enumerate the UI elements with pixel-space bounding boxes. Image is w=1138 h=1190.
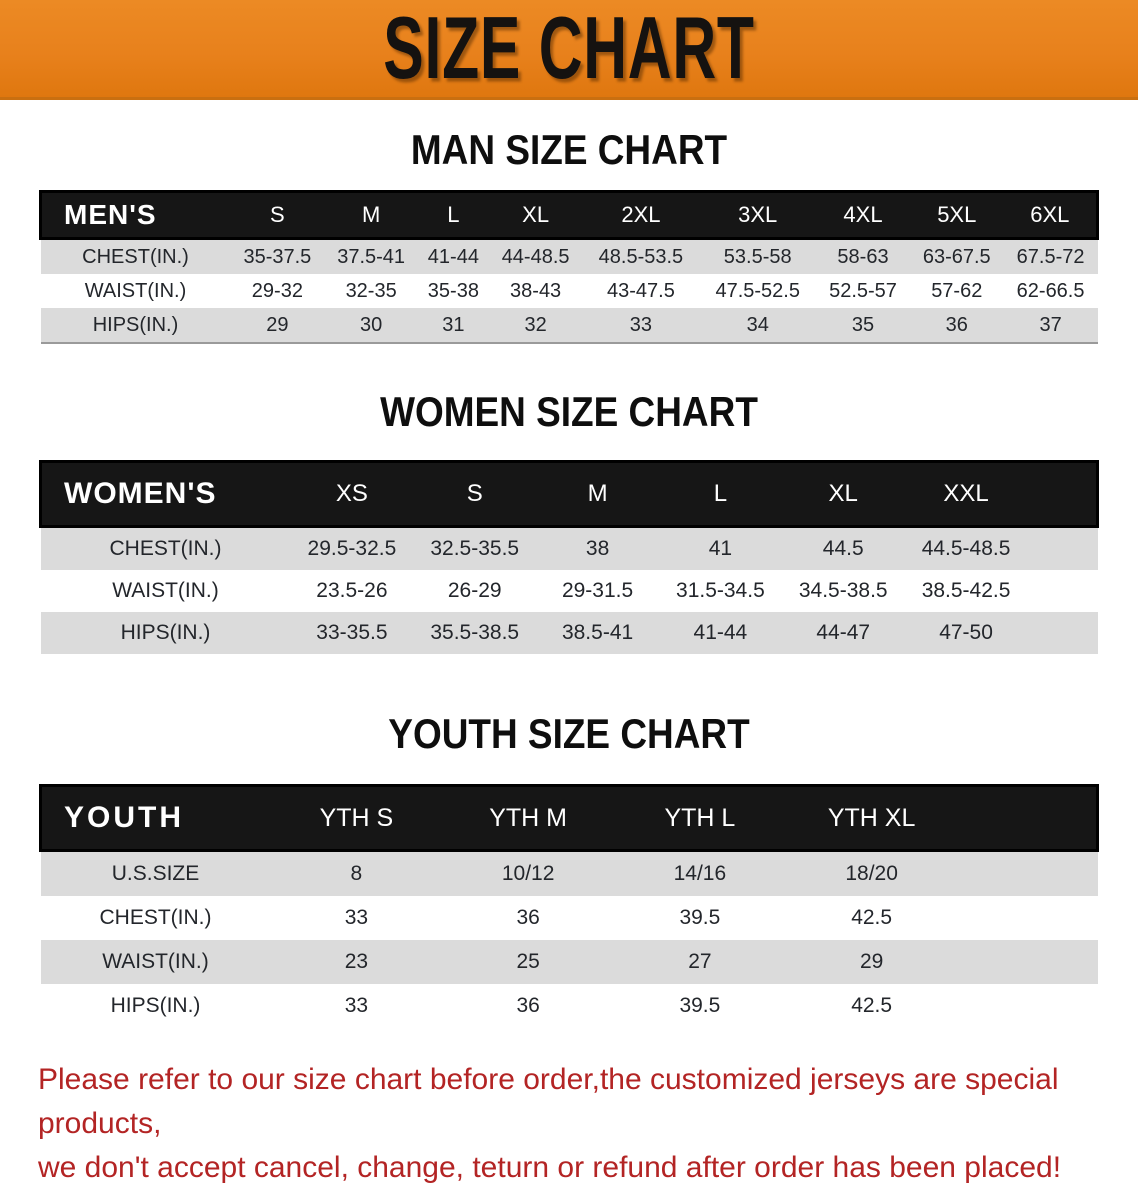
size-cell: 44-48.5 bbox=[501, 245, 570, 268]
size-cell: 44.5-48.5 bbox=[921, 537, 1011, 560]
size-column-header: S bbox=[466, 480, 483, 507]
size-cell: 33 bbox=[629, 313, 653, 336]
measurement-row bbox=[41, 308, 1098, 343]
size-cell: 38.5-41 bbox=[561, 621, 634, 644]
size-cell: 29-32 bbox=[251, 279, 303, 302]
measurement-row bbox=[41, 984, 1098, 1028]
size-cell: 33-35.5 bbox=[316, 621, 388, 644]
men-size-table bbox=[39, 190, 1099, 344]
size-cell: 14/16 bbox=[673, 862, 727, 885]
size-column-header: L bbox=[447, 202, 460, 227]
size-cell: 42.5 bbox=[851, 994, 893, 1017]
size-cell: 41 bbox=[708, 537, 733, 560]
filler-cell bbox=[958, 984, 1098, 1028]
size-cell: 36 bbox=[516, 994, 540, 1017]
size-cell: 23.5-26 bbox=[316, 579, 388, 602]
size-column-header: M bbox=[587, 480, 608, 507]
size-column-header: XS bbox=[335, 480, 368, 507]
size-cell: 29 bbox=[859, 950, 884, 973]
size-cell: 57-62 bbox=[931, 279, 983, 302]
size-cell: 63-67.5 bbox=[922, 245, 991, 268]
size-cell: 29 bbox=[266, 313, 289, 336]
filler-cell bbox=[958, 851, 1098, 897]
row-label: WAIST(IN.) bbox=[84, 279, 187, 302]
size-cell: 34.5-38.5 bbox=[798, 579, 888, 602]
size-cell: 33 bbox=[344, 994, 369, 1017]
size-header-row bbox=[41, 462, 1098, 527]
note-line-1: Please refer to our size chart before order,the customized jerseys are special products, bbox=[38, 1063, 1059, 1140]
measurement-row bbox=[41, 612, 1098, 654]
size-cell: 25 bbox=[516, 950, 540, 973]
size-cell: 35.5-38.5 bbox=[430, 621, 520, 644]
size-cell: 44.5 bbox=[822, 537, 864, 560]
row-label: WAIST(IN.) bbox=[112, 579, 219, 602]
size-column-header: S bbox=[270, 202, 285, 227]
size-cell: 42.5 bbox=[851, 906, 893, 929]
banner-title: SIZE CHART bbox=[383, 0, 755, 98]
size-cell: 58-63 bbox=[837, 245, 889, 268]
size-cell: 41-44 bbox=[427, 245, 479, 268]
size-header-row bbox=[41, 786, 1098, 851]
measurement-row bbox=[41, 896, 1098, 940]
size-cell: 47.5-52.5 bbox=[715, 279, 800, 302]
size-cell: 41-44 bbox=[693, 621, 748, 644]
youth-size-section bbox=[0, 710, 1138, 1028]
filler-cell bbox=[1028, 527, 1098, 571]
size-cell: 44-47 bbox=[816, 621, 871, 644]
men-section-heading: MAN SIZE CHART bbox=[410, 126, 728, 173]
size-cell: 39.5 bbox=[679, 994, 721, 1017]
size-cell: 32-35 bbox=[345, 279, 397, 302]
size-column-header: YTH XL bbox=[827, 803, 916, 832]
size-cell: 32 bbox=[524, 313, 547, 336]
filler-cell bbox=[1028, 570, 1098, 612]
youth-section-heading: YOUTH SIZE CHART bbox=[388, 710, 750, 757]
filler-cell bbox=[1028, 612, 1098, 654]
table-corner-label: WOMEN'S bbox=[64, 477, 217, 510]
size-column-header: XL bbox=[522, 202, 550, 227]
size-column-header: 5XL bbox=[937, 202, 977, 227]
row-label: HIPS(IN.) bbox=[120, 621, 211, 644]
size-cell: 39.5 bbox=[679, 906, 721, 929]
size-column-header: 6XL bbox=[1030, 202, 1070, 227]
size-column-header: XL bbox=[828, 480, 858, 507]
size-cell: 47-50 bbox=[939, 621, 993, 644]
size-cell: 34 bbox=[746, 313, 769, 336]
size-cell: 52.5-57 bbox=[829, 279, 897, 302]
measurement-row bbox=[41, 239, 1098, 275]
size-cell: 29-31.5 bbox=[561, 579, 634, 602]
filler-cell bbox=[958, 786, 1098, 851]
filler-cell bbox=[958, 896, 1098, 940]
measurement-row bbox=[41, 274, 1098, 308]
table-corner-label: MEN'S bbox=[64, 199, 157, 230]
size-cell: 67.5-72 bbox=[1016, 245, 1085, 268]
row-label: WAIST(IN.) bbox=[102, 950, 209, 973]
size-column-header: YTH M bbox=[489, 803, 568, 832]
size-cell: 18/20 bbox=[845, 862, 898, 885]
size-cell: 10/12 bbox=[501, 862, 555, 885]
size-column-header: 3XL bbox=[738, 202, 778, 227]
size-column-header: XXL bbox=[943, 480, 989, 507]
youth-size-table bbox=[39, 784, 1099, 1028]
order-disclaimer-note bbox=[0, 1058, 1138, 1190]
size-cell: 38 bbox=[585, 537, 610, 560]
measurement-row bbox=[41, 527, 1098, 571]
size-cell: 38-43 bbox=[510, 279, 562, 302]
size-cell: 8 bbox=[350, 862, 363, 885]
table-corner-label: YOUTH bbox=[64, 801, 184, 834]
row-label: CHEST(IN.) bbox=[109, 537, 222, 560]
size-cell: 29.5-32.5 bbox=[307, 537, 397, 560]
size-header-row bbox=[41, 192, 1098, 239]
size-cell: 53.5-58 bbox=[723, 245, 792, 268]
measurement-row bbox=[41, 851, 1098, 897]
size-cell: 23 bbox=[344, 950, 369, 973]
row-label: HIPS(IN.) bbox=[92, 313, 179, 336]
size-cell: 37.5-41 bbox=[337, 245, 406, 268]
size-cell: 32.5-35.5 bbox=[430, 537, 520, 560]
size-cell: 35 bbox=[851, 313, 875, 336]
size-column-header: 4XL bbox=[843, 202, 883, 227]
size-column-header: M bbox=[361, 202, 381, 227]
women-size-section bbox=[0, 388, 1138, 654]
size-column-header: 2XL bbox=[621, 202, 661, 227]
filler-cell bbox=[958, 940, 1098, 984]
size-cell: 62-66.5 bbox=[1016, 279, 1085, 302]
row-label: HIPS(IN.) bbox=[110, 994, 201, 1017]
row-label: CHEST(IN.) bbox=[99, 906, 212, 929]
note-line-2: we don't accept cancel, change, teturn or refund after order has been placed! bbox=[38, 1151, 1062, 1184]
size-cell: 26-29 bbox=[447, 579, 502, 602]
size-cell: 36 bbox=[516, 906, 540, 929]
size-column-header: YTH L bbox=[664, 803, 736, 832]
size-cell: 27 bbox=[688, 950, 712, 973]
size-cell: 33 bbox=[344, 906, 369, 929]
row-label: U.S.SIZE bbox=[111, 862, 200, 885]
size-cell: 31 bbox=[442, 313, 465, 336]
size-column-header: YTH S bbox=[319, 803, 394, 832]
size-cell: 35-37.5 bbox=[243, 245, 312, 268]
size-cell: 35-38 bbox=[427, 279, 479, 302]
size-cell: 38.5-42.5 bbox=[921, 579, 1011, 602]
size-cell: 30 bbox=[360, 313, 383, 336]
women-size-table bbox=[39, 460, 1099, 654]
measurement-row bbox=[41, 570, 1098, 612]
men-size-section bbox=[0, 126, 1138, 344]
size-cell: 48.5-53.5 bbox=[598, 245, 684, 268]
size-cell: 31.5-34.5 bbox=[676, 579, 765, 602]
size-chart-banner bbox=[0, 0, 1138, 100]
size-column-header: L bbox=[713, 480, 728, 507]
size-cell: 43-47.5 bbox=[606, 279, 675, 302]
women-section-heading: WOMEN SIZE CHART bbox=[380, 388, 758, 435]
filler-cell bbox=[1028, 462, 1098, 527]
measurement-row bbox=[41, 940, 1098, 984]
size-cell: 37 bbox=[1039, 313, 1062, 336]
row-label: CHEST(IN.) bbox=[82, 245, 189, 268]
size-cell: 36 bbox=[945, 313, 968, 336]
